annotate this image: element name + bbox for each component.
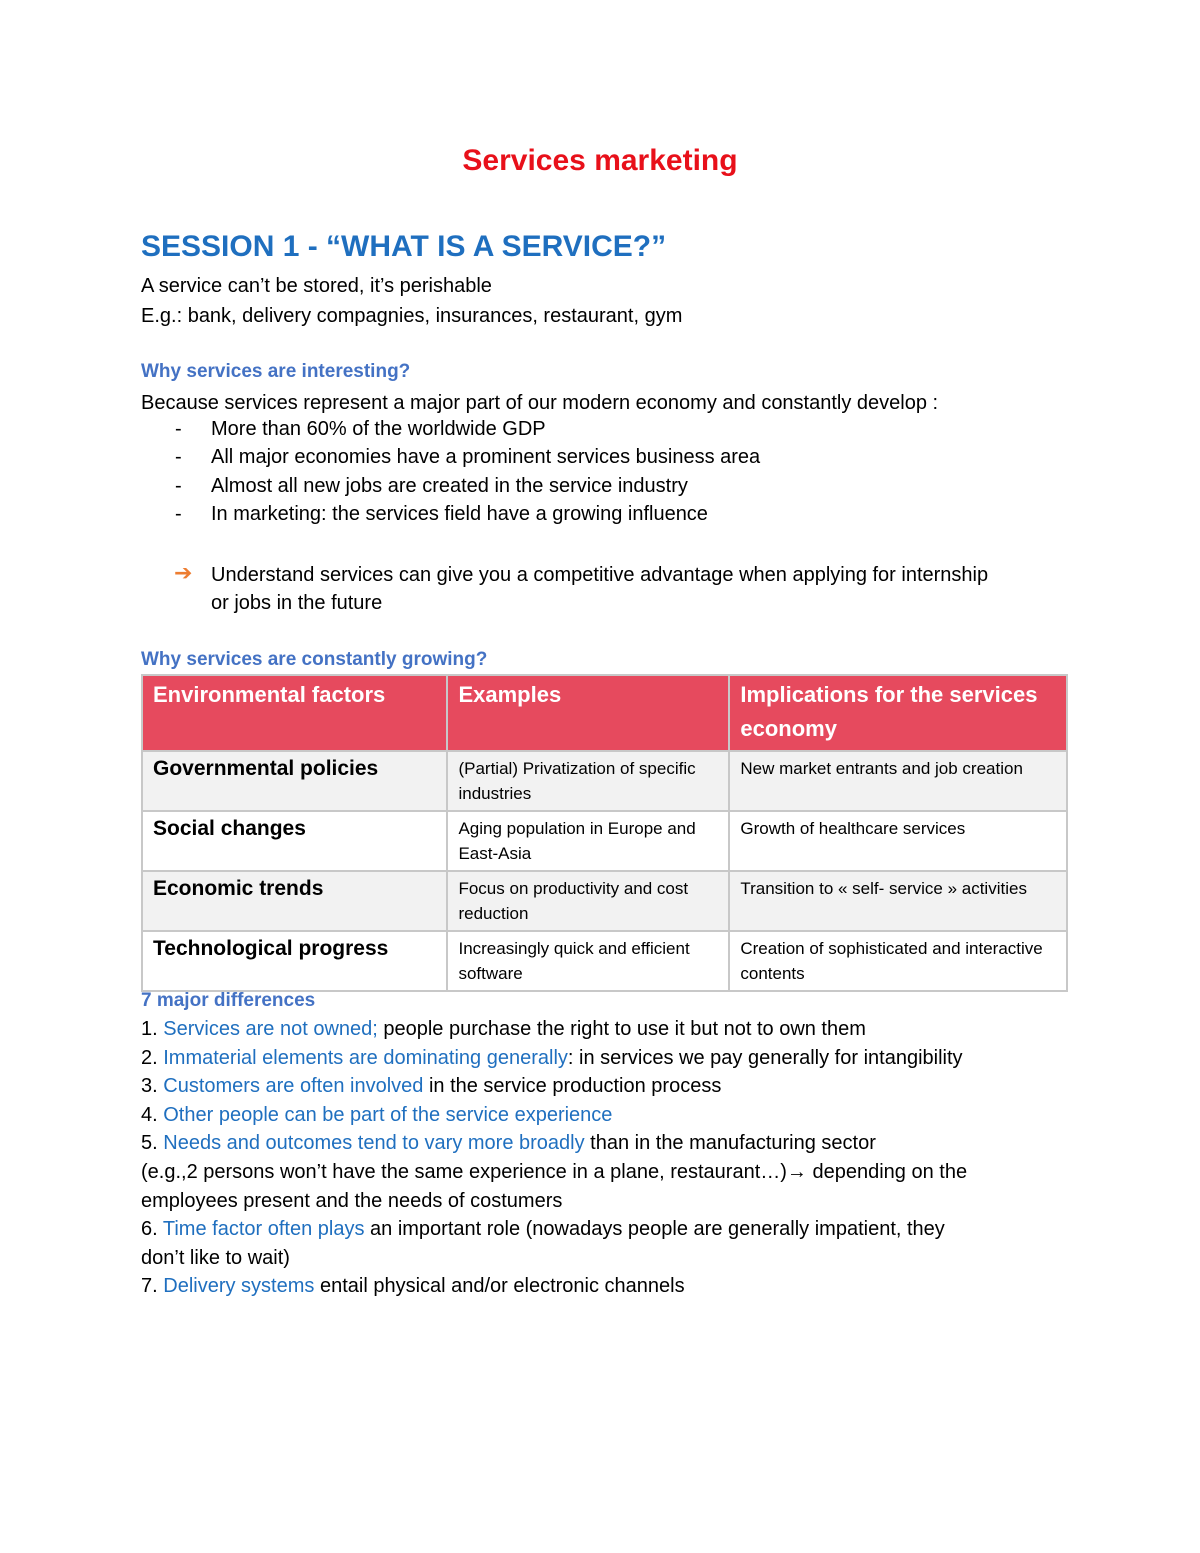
item-highlight: Services are not owned;	[163, 1018, 378, 1040]
item-highlight: Customers are often involved	[163, 1075, 424, 1098]
item-number: 3.	[141, 1075, 158, 1098]
session-heading: SESSION 1 - “WHAT IS A SERVICE?”	[141, 230, 667, 263]
list-item-continuation: (e.g.,2 persons won’t have the same experience in a plane, restaurant…)→ depending on the	[141, 1160, 968, 1183]
bullet-dash: -	[175, 446, 182, 468]
factor-cell: Governmental policies	[142, 751, 447, 811]
differences-section	[141, 987, 1061, 1301]
item-number: 7.	[141, 1275, 158, 1298]
list-item	[141, 1101, 1061, 1130]
list-item	[141, 1072, 1061, 1101]
item-highlight: Other people can be part of the service experience	[163, 1103, 613, 1126]
item-number: 2.	[141, 1046, 158, 1069]
conclusion-line-2: or jobs in the future	[211, 592, 383, 614]
list-item: More than 60% of the worldwide GDP	[211, 418, 546, 440]
implication-cell: Creation of sophisticated and interactive contents	[729, 931, 1067, 991]
bullet-dash: -	[175, 475, 182, 497]
list-item	[141, 1015, 1061, 1044]
item-text: : in services we pay generally for intangibility	[567, 1046, 963, 1069]
item-highlight: Immaterial elements are dominating generally	[163, 1046, 568, 1069]
factor-cell: Economic trends	[142, 871, 447, 931]
example-cell: (Partial) Privatization of specific industries	[447, 751, 729, 811]
list-item: Almost all new jobs are created in the service industry	[211, 475, 688, 497]
column-header: Examples	[447, 675, 729, 751]
item-text: entail physical and/or electronic channels	[314, 1275, 685, 1298]
table-row	[142, 931, 1067, 991]
item-text: an important role (nowadays people are generally impatient, they	[364, 1218, 945, 1241]
bullet-dash: -	[175, 503, 182, 525]
implication-cell: Growth of healthcare services	[729, 811, 1067, 871]
item-text: in the service production process	[423, 1075, 722, 1098]
item-number: 4.	[141, 1103, 158, 1126]
item-number: 6.	[141, 1218, 158, 1241]
factor-cell: Technological progress	[142, 931, 447, 991]
table-row	[142, 811, 1067, 871]
list-item	[141, 1129, 1061, 1158]
table-row	[142, 751, 1067, 811]
item-number: 1.	[141, 1018, 158, 1040]
table-row	[142, 871, 1067, 931]
example-cell: Increasingly quick and efficient software	[447, 931, 729, 991]
list-item-continuation: don’t like to wait)	[141, 1246, 290, 1269]
item-highlight: Time factor often plays	[162, 1218, 365, 1241]
conclusion-line-1: Understand services can give you a competitive advantage when applying for internship	[211, 564, 989, 586]
document-title: Services marketing	[462, 144, 738, 177]
example-cell: Aging population in Europe and East-Asia	[447, 811, 729, 871]
implication-cell: New market entrants and job creation	[729, 751, 1067, 811]
item-highlight: Needs and outcomes tend to vary more broadly	[163, 1132, 585, 1155]
implication-cell: Transition to « self- service » activities	[729, 871, 1067, 931]
why-interesting-heading: Why services are interesting?	[141, 361, 411, 382]
why-interesting-lead: Because services represent a major part of our modern economy and constantly develop :	[141, 392, 939, 414]
table-header-row	[142, 675, 1067, 751]
list-item	[141, 1044, 1061, 1073]
environmental-factors-table	[141, 674, 1068, 992]
list-item	[141, 1272, 1061, 1301]
list-item	[141, 1215, 1061, 1244]
arrow-right-icon: ➔	[174, 560, 193, 585]
intro-line-1: A service can’t be stored, it’s perishable	[141, 275, 492, 297]
differences-heading: 7 major differences	[141, 990, 316, 1011]
column-header: Environmental factors	[142, 675, 447, 751]
why-growing-heading: Why services are constantly growing?	[141, 649, 488, 670]
item-text: than in the manufacturing sector	[584, 1132, 876, 1155]
list-item-continuation: employees present and the needs of costumers	[141, 1189, 563, 1212]
column-header: Implications for the services economy	[729, 675, 1067, 751]
factor-cell: Social changes	[142, 811, 447, 871]
item-highlight: Delivery systems	[163, 1275, 315, 1298]
bullet-dash: -	[175, 418, 182, 440]
item-text: people purchase the right to use it but not to own them	[377, 1018, 866, 1040]
list-item: All major economies have a prominent services business area	[211, 446, 761, 468]
item-number: 5.	[141, 1132, 158, 1155]
list-item: In marketing: the services field have a growing influence	[211, 503, 708, 525]
example-cell: Focus on productivity and cost reduction	[447, 871, 729, 931]
intro-line-2: E.g.: bank, delivery compagnies, insurances, restaurant, gym	[141, 305, 683, 327]
